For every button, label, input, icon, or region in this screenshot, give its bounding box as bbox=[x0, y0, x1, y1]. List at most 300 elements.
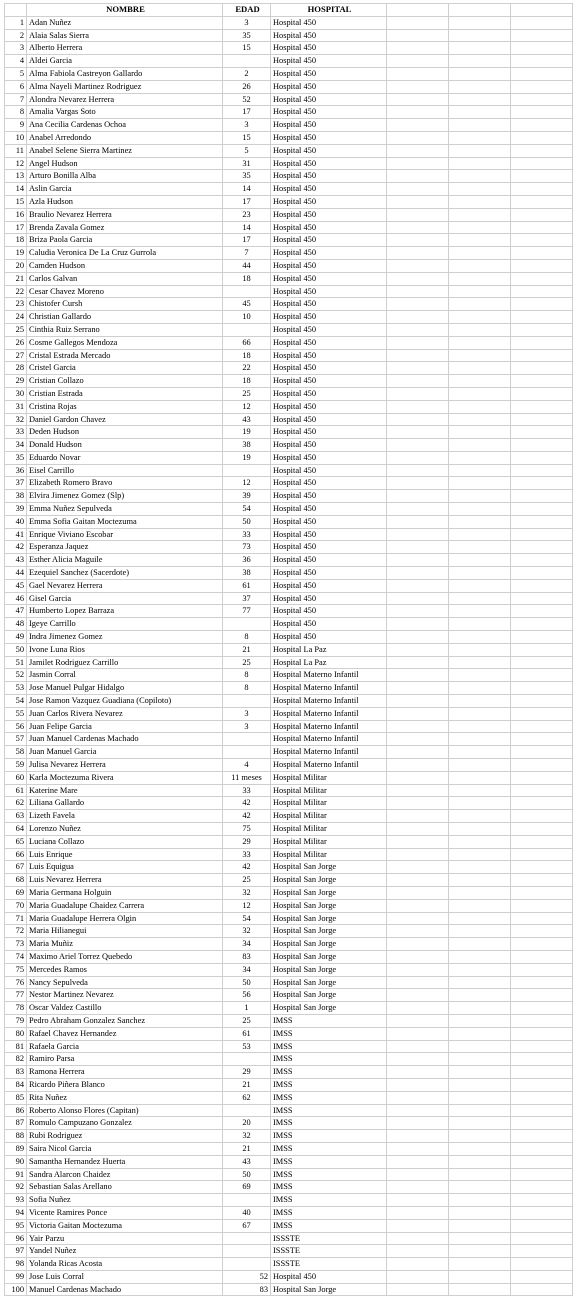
hospital-cell: IMSS bbox=[271, 1168, 387, 1181]
empty-cell bbox=[511, 528, 573, 541]
empty-cell bbox=[387, 42, 449, 55]
table-row bbox=[5, 835, 573, 848]
empty-cell bbox=[387, 413, 449, 426]
row-number: 32 bbox=[5, 413, 27, 426]
table-row bbox=[5, 976, 573, 989]
empty-cell bbox=[449, 464, 511, 477]
empty-cell bbox=[387, 976, 449, 989]
empty-cell bbox=[511, 247, 573, 260]
age-cell: 14 bbox=[223, 183, 271, 196]
empty-cell bbox=[511, 106, 573, 119]
name-cell: Caludia Veronica De La Cruz Gurrola bbox=[27, 247, 223, 260]
empty-cell bbox=[449, 1053, 511, 1066]
hospital-cell: Hospital San Jorge bbox=[271, 938, 387, 951]
name-cell: Angel Hudson bbox=[27, 157, 223, 170]
table-row bbox=[5, 643, 573, 656]
empty-cell bbox=[449, 298, 511, 311]
name-cell: Cosme Gallegos Mendoza bbox=[27, 336, 223, 349]
empty-cell bbox=[449, 618, 511, 631]
empty-cell bbox=[511, 80, 573, 93]
empty-cell bbox=[449, 874, 511, 887]
table-row bbox=[5, 989, 573, 1002]
empty-cell bbox=[511, 835, 573, 848]
hospital-cell: ISSSTE bbox=[271, 1245, 387, 1258]
age-cell: 34 bbox=[223, 963, 271, 976]
table-row bbox=[5, 1270, 573, 1283]
empty-cell bbox=[387, 439, 449, 452]
empty-cell bbox=[387, 1206, 449, 1219]
empty-cell bbox=[449, 1168, 511, 1181]
age-cell: 62 bbox=[223, 1091, 271, 1104]
empty-cell bbox=[511, 1258, 573, 1271]
age-cell: 73 bbox=[223, 541, 271, 554]
table-row bbox=[5, 554, 573, 567]
hospital-cell: Hospital 450 bbox=[271, 618, 387, 631]
age-cell: 17 bbox=[223, 195, 271, 208]
table-row bbox=[5, 1130, 573, 1143]
empty-cell bbox=[511, 848, 573, 861]
empty-cell bbox=[449, 554, 511, 567]
age-cell: 50 bbox=[223, 1168, 271, 1181]
empty-cell bbox=[387, 170, 449, 183]
table-row bbox=[5, 1117, 573, 1130]
age-cell: 44 bbox=[223, 259, 271, 272]
name-cell: Daniel Gardon Chavez bbox=[27, 413, 223, 426]
table-row bbox=[5, 1219, 573, 1232]
empty-cell bbox=[449, 1091, 511, 1104]
empty-cell bbox=[449, 387, 511, 400]
name-cell: Maria Hilianegui bbox=[27, 925, 223, 938]
row-number: 59 bbox=[5, 759, 27, 772]
row-number: 20 bbox=[5, 259, 27, 272]
empty-cell bbox=[511, 285, 573, 298]
table-row bbox=[5, 29, 573, 42]
age-cell: 50 bbox=[223, 515, 271, 528]
hospital-cell: Hospital San Jorge bbox=[271, 1283, 387, 1296]
empty-cell bbox=[449, 285, 511, 298]
empty-cell bbox=[449, 835, 511, 848]
empty-cell bbox=[387, 336, 449, 349]
name-cell: Liliana Gallardo bbox=[27, 797, 223, 810]
age-cell: 33 bbox=[223, 528, 271, 541]
row-number: 76 bbox=[5, 976, 27, 989]
name-cell: Christian Gallardo bbox=[27, 311, 223, 324]
row-number: 1 bbox=[5, 16, 27, 29]
empty-cell bbox=[449, 1027, 511, 1040]
age-cell: 4 bbox=[223, 759, 271, 772]
row-number: 52 bbox=[5, 669, 27, 682]
row-number: 93 bbox=[5, 1194, 27, 1207]
name-cell: Sebastian Salas Arellano bbox=[27, 1181, 223, 1194]
name-cell: Maria Guadalupe Chaidez Carrera bbox=[27, 899, 223, 912]
table-row bbox=[5, 80, 573, 93]
empty-cell bbox=[449, 208, 511, 221]
empty-cell bbox=[387, 784, 449, 797]
empty-cell bbox=[449, 1142, 511, 1155]
table-row bbox=[5, 55, 573, 68]
hospital-cell: Hospital 450 bbox=[271, 400, 387, 413]
empty-cell bbox=[511, 67, 573, 80]
table-row bbox=[5, 259, 573, 272]
hospital-cell: Hospital Militar bbox=[271, 848, 387, 861]
empty-cell bbox=[511, 55, 573, 68]
empty-cell bbox=[449, 656, 511, 669]
age-cell: 19 bbox=[223, 451, 271, 464]
row-number: 70 bbox=[5, 899, 27, 912]
table-row bbox=[5, 298, 573, 311]
empty-cell bbox=[511, 1130, 573, 1143]
header-num bbox=[5, 4, 27, 17]
row-number: 95 bbox=[5, 1219, 27, 1232]
name-cell: Victoria Gaitan Moctezuma bbox=[27, 1219, 223, 1232]
hospital-cell: Hospital Militar bbox=[271, 823, 387, 836]
empty-cell bbox=[387, 1002, 449, 1015]
name-cell: Alma Nayeli Martinez Rodriguez bbox=[27, 80, 223, 93]
age-cell: 32 bbox=[223, 925, 271, 938]
age-cell: 77 bbox=[223, 605, 271, 618]
hospital-cell: IMSS bbox=[271, 1181, 387, 1194]
table-row bbox=[5, 707, 573, 720]
empty-cell bbox=[511, 886, 573, 899]
table-row bbox=[5, 131, 573, 144]
empty-cell bbox=[511, 618, 573, 631]
age-cell: 25 bbox=[223, 387, 271, 400]
empty-cell bbox=[449, 362, 511, 375]
empty-cell bbox=[511, 1168, 573, 1181]
age-cell: 42 bbox=[223, 810, 271, 823]
empty-cell bbox=[449, 490, 511, 503]
hospital-cell: Hospital San Jorge bbox=[271, 925, 387, 938]
hospital-cell: Hospital San Jorge bbox=[271, 886, 387, 899]
row-number: 46 bbox=[5, 592, 27, 605]
hospital-cell: Hospital 450 bbox=[271, 375, 387, 388]
row-number: 89 bbox=[5, 1142, 27, 1155]
table-row bbox=[5, 157, 573, 170]
empty-cell bbox=[511, 656, 573, 669]
table-row bbox=[5, 16, 573, 29]
name-cell: Alaia Salas Sierra bbox=[27, 29, 223, 42]
empty-cell bbox=[387, 746, 449, 759]
table-row bbox=[5, 733, 573, 746]
name-cell: Rubi Rodriguez bbox=[27, 1130, 223, 1143]
age-cell bbox=[223, 1053, 271, 1066]
table-row bbox=[5, 848, 573, 861]
table-row bbox=[5, 695, 573, 708]
empty-cell bbox=[511, 797, 573, 810]
empty-cell bbox=[387, 823, 449, 836]
table-row bbox=[5, 170, 573, 183]
empty-cell bbox=[449, 1206, 511, 1219]
empty-cell bbox=[449, 1014, 511, 1027]
empty-cell bbox=[511, 579, 573, 592]
table-row bbox=[5, 861, 573, 874]
hospital-cell: Hospital 450 bbox=[271, 490, 387, 503]
empty-cell bbox=[511, 42, 573, 55]
hospital-cell: Hospital 450 bbox=[271, 528, 387, 541]
empty-cell bbox=[511, 349, 573, 362]
empty-cell bbox=[449, 1258, 511, 1271]
name-cell: Jose Luis Corral bbox=[27, 1270, 223, 1283]
empty-cell bbox=[387, 554, 449, 567]
age-cell: 3 bbox=[223, 707, 271, 720]
empty-cell bbox=[511, 515, 573, 528]
header-hospital: HOSPITAL bbox=[271, 4, 387, 17]
age-cell: 19 bbox=[223, 426, 271, 439]
name-cell: Juan Manuel Cardenas Machado bbox=[27, 733, 223, 746]
empty-cell bbox=[387, 1181, 449, 1194]
empty-cell bbox=[511, 669, 573, 682]
header-edad: EDAD bbox=[223, 4, 271, 17]
empty-cell bbox=[449, 144, 511, 157]
name-cell: Jose Ramon Vazquez Guadiana (Copiloto) bbox=[27, 695, 223, 708]
victims-table bbox=[4, 3, 573, 1296]
name-cell: Roberto Alonso Flores (Capitan) bbox=[27, 1104, 223, 1117]
name-cell: Braulio Nevarez Herrera bbox=[27, 208, 223, 221]
age-cell: 5 bbox=[223, 144, 271, 157]
hospital-cell: Hospital 450 bbox=[271, 208, 387, 221]
empty-cell bbox=[387, 464, 449, 477]
age-cell: 69 bbox=[223, 1181, 271, 1194]
empty-cell bbox=[387, 106, 449, 119]
row-number: 30 bbox=[5, 387, 27, 400]
empty-cell bbox=[511, 1040, 573, 1053]
empty-cell bbox=[387, 912, 449, 925]
table-row bbox=[5, 605, 573, 618]
name-cell: Sandra Alarcon Chaidez bbox=[27, 1168, 223, 1181]
table-row bbox=[5, 1002, 573, 1015]
row-number: 33 bbox=[5, 426, 27, 439]
empty-cell bbox=[387, 656, 449, 669]
empty-cell bbox=[511, 823, 573, 836]
table-row bbox=[5, 1014, 573, 1027]
hospital-cell: Hospital 450 bbox=[271, 336, 387, 349]
empty-cell bbox=[449, 1194, 511, 1207]
empty-cell bbox=[511, 759, 573, 772]
empty-cell bbox=[387, 1053, 449, 1066]
table-row bbox=[5, 106, 573, 119]
name-cell: Jamilet Rodriguez Carrillo bbox=[27, 656, 223, 669]
empty-cell bbox=[449, 861, 511, 874]
hospital-cell: Hospital 450 bbox=[271, 157, 387, 170]
empty-cell bbox=[387, 4, 449, 17]
empty-cell bbox=[387, 515, 449, 528]
name-cell: Yandel Nuñez bbox=[27, 1245, 223, 1258]
row-number: 26 bbox=[5, 336, 27, 349]
empty-cell bbox=[511, 810, 573, 823]
empty-cell bbox=[511, 976, 573, 989]
empty-cell bbox=[511, 605, 573, 618]
row-number: 41 bbox=[5, 528, 27, 541]
empty-cell bbox=[449, 1232, 511, 1245]
age-cell: 21 bbox=[223, 643, 271, 656]
age-cell: 23 bbox=[223, 208, 271, 221]
table-row bbox=[5, 1091, 573, 1104]
empty-cell bbox=[449, 503, 511, 516]
hospital-cell: IMSS bbox=[271, 1053, 387, 1066]
name-cell: Luis Enrique bbox=[27, 848, 223, 861]
empty-cell bbox=[387, 285, 449, 298]
table-row bbox=[5, 362, 573, 375]
empty-cell bbox=[511, 733, 573, 746]
empty-cell bbox=[511, 234, 573, 247]
hospital-cell: IMSS bbox=[271, 1206, 387, 1219]
hospital-cell: Hospital Militar bbox=[271, 784, 387, 797]
table-row bbox=[5, 682, 573, 695]
empty-cell bbox=[449, 1155, 511, 1168]
row-number: 23 bbox=[5, 298, 27, 311]
empty-cell bbox=[449, 426, 511, 439]
empty-cell bbox=[449, 477, 511, 490]
empty-cell bbox=[449, 439, 511, 452]
row-number: 99 bbox=[5, 1270, 27, 1283]
age-cell: 37 bbox=[223, 592, 271, 605]
row-number: 73 bbox=[5, 938, 27, 951]
empty-cell bbox=[511, 1066, 573, 1079]
table-row bbox=[5, 656, 573, 669]
hospital-cell: IMSS bbox=[271, 1117, 387, 1130]
age-cell: 3 bbox=[223, 16, 271, 29]
empty-cell bbox=[387, 567, 449, 580]
header-nombre: NOMBRE bbox=[27, 4, 223, 17]
table-row bbox=[5, 464, 573, 477]
table-row bbox=[5, 1066, 573, 1079]
empty-cell bbox=[387, 1040, 449, 1053]
row-number: 18 bbox=[5, 234, 27, 247]
table-row bbox=[5, 1040, 573, 1053]
name-cell: Alberto Herrera bbox=[27, 42, 223, 55]
hospital-cell: Hospital 450 bbox=[271, 247, 387, 260]
name-cell: Katerine Mare bbox=[27, 784, 223, 797]
empty-cell bbox=[511, 1053, 573, 1066]
table-row bbox=[5, 759, 573, 772]
hospital-cell: Hospital San Jorge bbox=[271, 861, 387, 874]
table-row bbox=[5, 285, 573, 298]
name-cell: Esperanza Jaquez bbox=[27, 541, 223, 554]
empty-cell bbox=[449, 643, 511, 656]
table-row bbox=[5, 515, 573, 528]
age-cell: 52 bbox=[223, 1270, 271, 1283]
age-cell: 7 bbox=[223, 247, 271, 260]
hospital-cell: Hospital 450 bbox=[271, 413, 387, 426]
hospital-cell: Hospital San Jorge bbox=[271, 989, 387, 1002]
name-cell: Cristian Estrada bbox=[27, 387, 223, 400]
name-cell: Jasmin Corral bbox=[27, 669, 223, 682]
empty-cell bbox=[387, 631, 449, 644]
table-row bbox=[5, 503, 573, 516]
empty-cell bbox=[511, 4, 573, 17]
hospital-cell: Hospital San Jorge bbox=[271, 1002, 387, 1015]
empty-cell bbox=[449, 1066, 511, 1079]
empty-cell bbox=[387, 1155, 449, 1168]
hospital-cell: Hospital San Jorge bbox=[271, 899, 387, 912]
age-cell: 38 bbox=[223, 439, 271, 452]
row-number: 51 bbox=[5, 656, 27, 669]
name-cell: Juan Felipe Garcia bbox=[27, 720, 223, 733]
hospital-cell: Hospital 450 bbox=[271, 183, 387, 196]
row-number: 6 bbox=[5, 80, 27, 93]
row-number: 58 bbox=[5, 746, 27, 759]
name-cell: Elvira Jimenez Gomez (Slp) bbox=[27, 490, 223, 503]
empty-cell bbox=[511, 1232, 573, 1245]
row-number: 17 bbox=[5, 221, 27, 234]
empty-cell bbox=[511, 400, 573, 413]
empty-cell bbox=[387, 311, 449, 324]
table-row bbox=[5, 1283, 573, 1296]
age-cell: 25 bbox=[223, 874, 271, 887]
empty-cell bbox=[449, 42, 511, 55]
empty-cell bbox=[449, 810, 511, 823]
empty-cell bbox=[449, 170, 511, 183]
name-cell: Julisa Nevarez Herrera bbox=[27, 759, 223, 772]
row-number: 50 bbox=[5, 643, 27, 656]
name-cell: Chistofer Cursh bbox=[27, 298, 223, 311]
name-cell: Gisel Garcia bbox=[27, 592, 223, 605]
age-cell: 21 bbox=[223, 1142, 271, 1155]
name-cell: Luis Equigua bbox=[27, 861, 223, 874]
age-cell: 39 bbox=[223, 490, 271, 503]
empty-cell bbox=[449, 375, 511, 388]
hospital-cell: ISSSTE bbox=[271, 1232, 387, 1245]
age-cell bbox=[223, 1104, 271, 1117]
hospital-cell: Hospital 450 bbox=[271, 259, 387, 272]
empty-cell bbox=[511, 323, 573, 336]
empty-cell bbox=[387, 29, 449, 42]
empty-cell bbox=[387, 298, 449, 311]
row-number: 35 bbox=[5, 451, 27, 464]
name-cell: Gael Nevarez Herrera bbox=[27, 579, 223, 592]
hospital-cell: Hospital Militar bbox=[271, 835, 387, 848]
empty-cell bbox=[449, 515, 511, 528]
name-cell: Cristal Estrada Mercado bbox=[27, 349, 223, 362]
empty-cell bbox=[387, 1014, 449, 1027]
empty-cell bbox=[449, 733, 511, 746]
empty-cell bbox=[449, 131, 511, 144]
empty-cell bbox=[511, 221, 573, 234]
name-cell: Luciana Collazo bbox=[27, 835, 223, 848]
row-number: 43 bbox=[5, 554, 27, 567]
empty-cell bbox=[511, 362, 573, 375]
table-row bbox=[5, 234, 573, 247]
empty-cell bbox=[387, 925, 449, 938]
row-number: 15 bbox=[5, 195, 27, 208]
name-cell: Azla Hudson bbox=[27, 195, 223, 208]
table-row bbox=[5, 618, 573, 631]
name-cell: Romulo Campuzano Gonzalez bbox=[27, 1117, 223, 1130]
empty-cell bbox=[511, 29, 573, 42]
table-row bbox=[5, 208, 573, 221]
empty-cell bbox=[449, 541, 511, 554]
row-number: 74 bbox=[5, 950, 27, 963]
row-number: 55 bbox=[5, 707, 27, 720]
name-cell: Pedro Abraham Gonzalez Sanchez bbox=[27, 1014, 223, 1027]
empty-cell bbox=[511, 311, 573, 324]
empty-cell bbox=[449, 605, 511, 618]
empty-cell bbox=[511, 1283, 573, 1296]
table-row bbox=[5, 439, 573, 452]
empty-cell bbox=[449, 1245, 511, 1258]
age-cell: 8 bbox=[223, 682, 271, 695]
hospital-cell: IMSS bbox=[271, 1027, 387, 1040]
age-cell: 42 bbox=[223, 797, 271, 810]
empty-cell bbox=[511, 771, 573, 784]
age-cell: 8 bbox=[223, 631, 271, 644]
row-number: 68 bbox=[5, 874, 27, 887]
empty-cell bbox=[511, 439, 573, 452]
table-row bbox=[5, 1053, 573, 1066]
age-cell: 34 bbox=[223, 938, 271, 951]
empty-cell bbox=[387, 208, 449, 221]
row-number: 80 bbox=[5, 1027, 27, 1040]
